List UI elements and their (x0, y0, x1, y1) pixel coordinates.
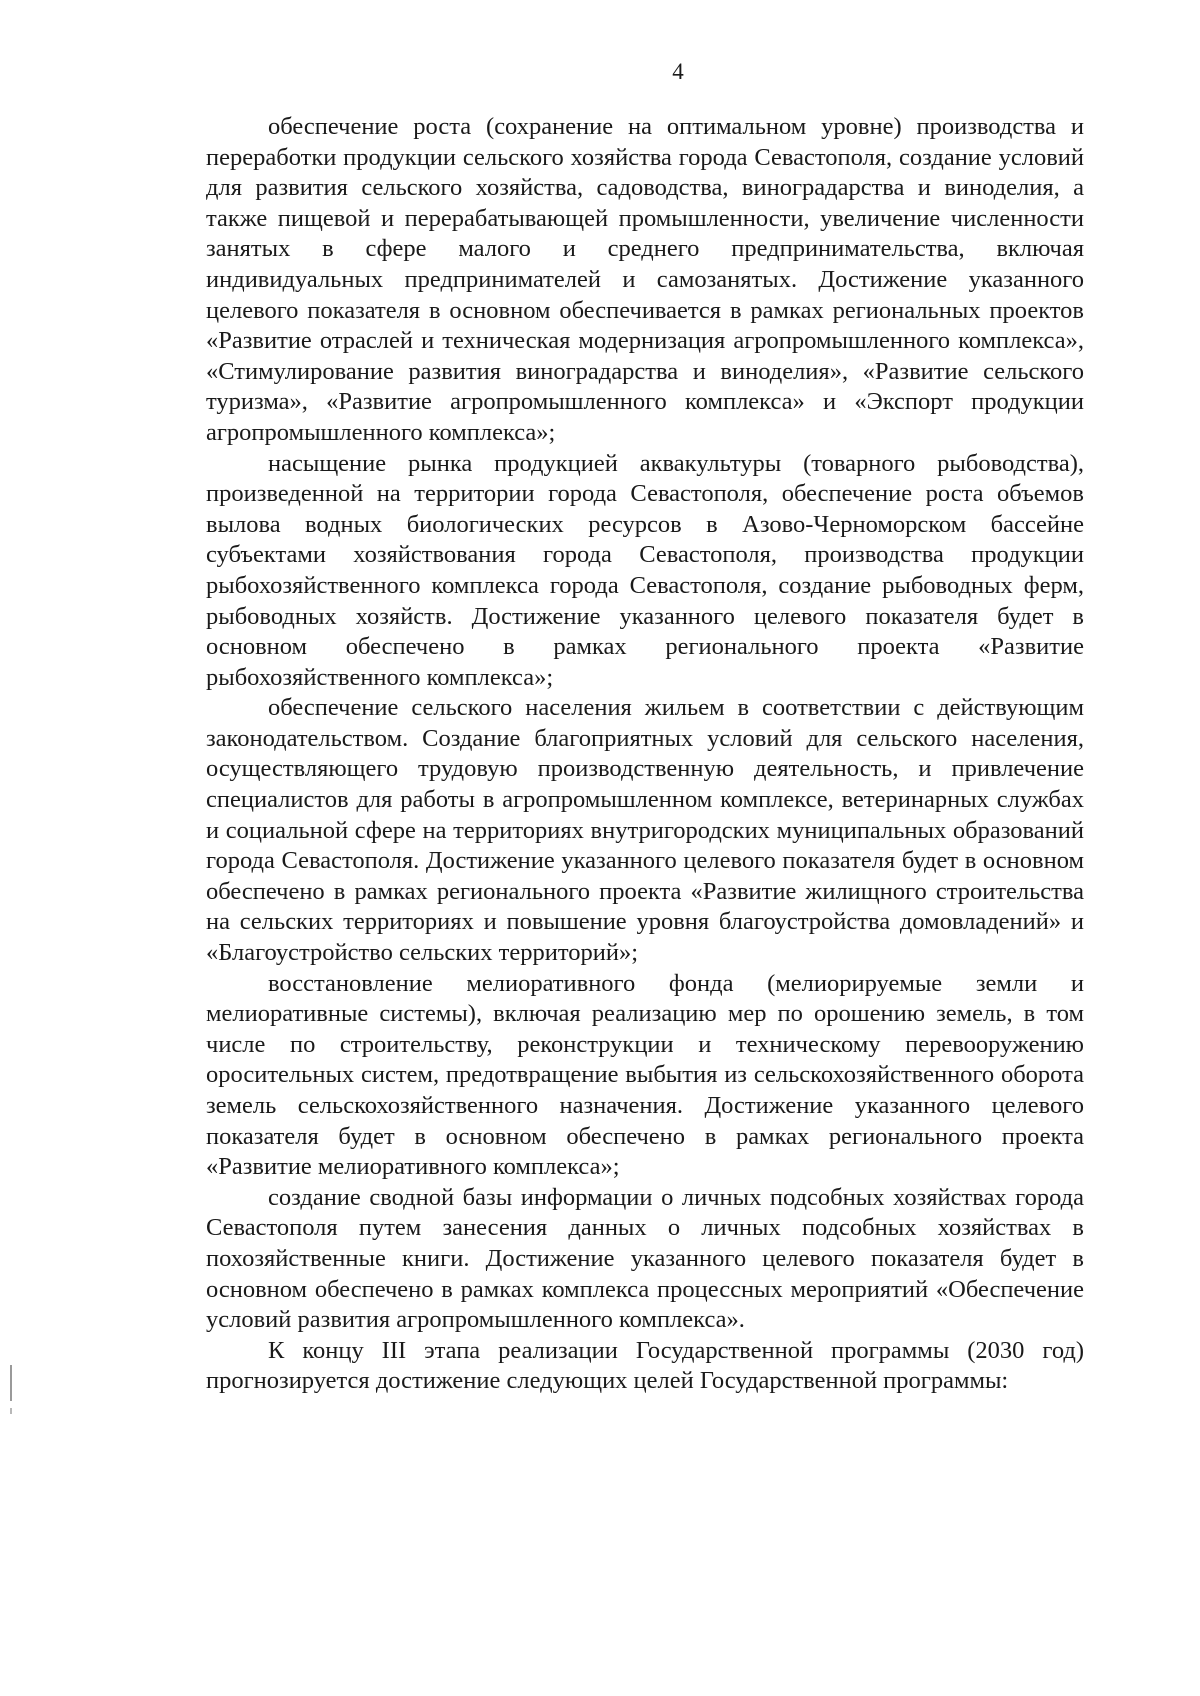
paragraph-aquaculture: насыщение рынка продукцией аквакультуры (товарного рыбоводства), произведенной на территории города Севастополя, обеспечение роста объемов вылова водных биологических ресурсов в Азово-Черноморском бассейне субъектами хозяйствования города Севастополя, производства продукции рыбохозяйственного комплекса города Севастополя, создание рыбоводных ферм, рыбоводных хозяйств. Достижение указанного целевого показателя будет в основном обеспечено в рамках регионального проекта «Развитие рыбохозяйственного комплекса»; (206, 449, 1084, 691)
scan-margin-mark (10, 1365, 12, 1401)
scan-margin-speck (10, 1408, 12, 1414)
paragraph-household-database: создание сводной базы информации о личных подсобных хозяйствах города Севастополя путем занесения данных о личных подсобных хозяйствах в похозяйственные книги. Достижение указанного целевого показателя будет в основном обеспечено в рамках комплекса процессных мероприятий «Обеспечение условий развития агропромышленного комплекса». (206, 1183, 1084, 1334)
page-number: 4 (672, 59, 684, 84)
document-body (206, 112, 1084, 1397)
paragraph-stage-three-goals: К концу III этапа реализации Государственной программы (2030 год) прогнозируется достижение следующих целей Государственной программы: (206, 1336, 1084, 1395)
paragraph-crop-production: обеспечение роста (сохранение на оптимальном уровне) производства и переработки продукции сельского хозяйства города Севастополя, создание условий для развития сельского хозяйства, садоводства, виноградарства и виноделия, а также пищевой и перерабатывающей промышленности, увеличение численности занятых в сфере малого и среднего предпринимательства, включая индивидуальных предпринимателей и самозанятых. Достижение указанного целевого показателя в основном обеспечивается в рамках региональных проектов «Развитие отраслей и техническая модернизация агропромышленного комплекса», «Стимулирование развития виноградарства и виноделия», «Развитие сельского туризма», «Развитие агропромышленного комплекса» и «Экспорт продукции агропромышленного комплекса»; (206, 113, 1084, 446)
paragraph-rural-housing: обеспечение сельского населения жильем в соответствии с действующим законодательством. Создание благоприятных условий для сельского населения, осуществляющего трудовую производственную деятельность, и привлечение специалистов для работы в агропромышленном комплексе, ветеринарных службах и социальной сфере на территориях внутригородских муниципальных образований города Севастополя. Достижение указанного целевого показателя будет в основном обеспечено в рамках регионального проекта «Развитие жилищного строительства на сельских территориях и повышение уровня благоустройства домовладений» и «Благоустройство сельских территорий»; (206, 694, 1084, 967)
paragraph-land-reclamation: восстановление мелиоративного фонда (мелиорируемые земли и мелиоративные системы), включая реализацию мер по орошению земель, в том числе по строительству, реконструкции и техническому перевооружению оросительных систем, предотвращение выбытия из сельскохозяйственного оборота земель сельскохозяйственного назначения. Достижение указанного целевого показателя будет в основном обеспечено в рамках регионального проекта «Развитие мелиоративного комплекса»; (206, 969, 1084, 1181)
